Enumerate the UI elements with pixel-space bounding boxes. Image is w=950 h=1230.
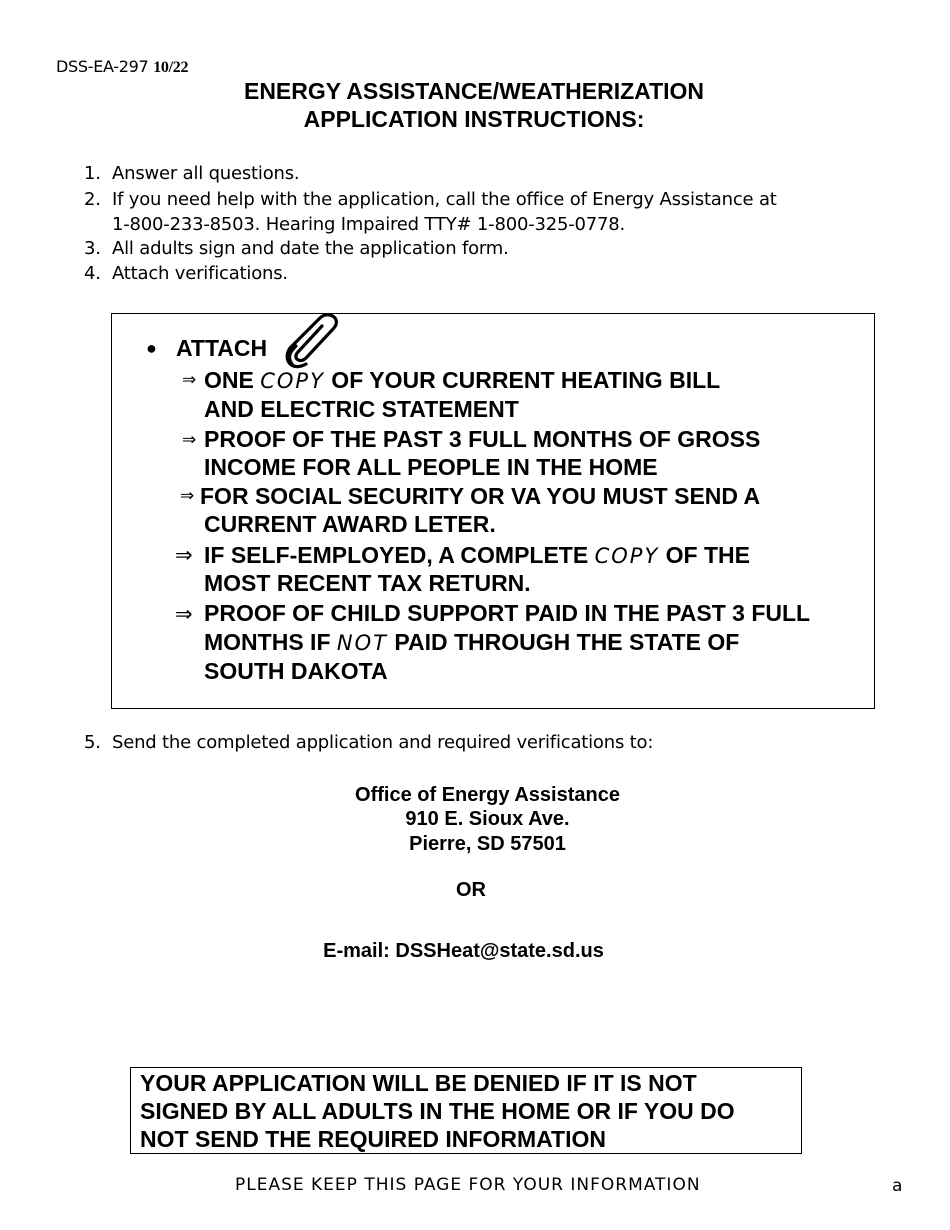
form-id	[56, 57, 188, 77]
attach-item-2-line2: INCOME FOR ALL PEOPLE IN THE HOME	[204, 454, 658, 480]
page-title-line2: APPLICATION INSTRUCTIONS:	[303, 106, 645, 132]
warning-line-2: SIGNED BY ALL ADULTS IN THE HOME OR IF YOU DO	[140, 1098, 735, 1124]
step-number: 2.	[84, 189, 101, 210]
step-text: All adults sign and date the application form.	[112, 238, 509, 259]
attach-item-1-line2: AND ELECTRIC STATEMENT	[204, 396, 519, 422]
denial-warning-box	[130, 1067, 802, 1154]
attach-item-4: IF SELF-EMPLOYED, A COMPLETE COPY OF THE	[204, 542, 751, 568]
warning-line-3: NOT SEND THE REQUIRED INFORMATION	[140, 1126, 606, 1152]
step-text: Attach verifications.	[112, 263, 288, 284]
contact-email: E-mail: DSSHeat@state.sd.us	[323, 940, 604, 962]
form-date: 10/22	[153, 59, 189, 76]
office-name: Office of Energy Assistance	[355, 784, 620, 806]
step-number: 4.	[84, 263, 101, 284]
page-letter: a	[892, 1176, 903, 1196]
arrow-icon: ⇒	[175, 602, 193, 626]
office-city: Pierre, SD 57501	[409, 833, 566, 855]
attach-item-5: PROOF OF CHILD SUPPORT PAID IN THE PAST 3 FULL	[204, 600, 811, 626]
step-number: 1.	[84, 163, 101, 184]
step-number: 3.	[84, 238, 101, 259]
arrow-icon: ⇒	[182, 430, 197, 450]
step-text: Answer all questions.	[112, 163, 300, 184]
step-number: 5.	[84, 732, 101, 753]
attach-item-2: PROOF OF THE PAST 3 FULL MONTHS OF GROSS	[204, 426, 761, 452]
office-street: 910 E. Sioux Ave.	[405, 808, 570, 830]
phone-numbers: 1-800-233-8503. Hearing Impaired TTY# 1-800-325-0778.	[112, 214, 626, 235]
form-number: DSS-EA-297	[56, 57, 149, 76]
attach-item-5-line2: MONTHS IF NOT PAID THROUGH THE STATE OF	[204, 629, 740, 655]
warning-line-1: YOUR APPLICATION WILL BE DENIED IF IT IS NOT	[140, 1070, 697, 1096]
page-title-line1: ENERGY ASSISTANCE/WEATHERIZATION	[243, 78, 705, 104]
attach-item-3-line2: CURRENT AWARD LETER.	[204, 511, 496, 537]
footer-note: PLEASE KEEP THIS PAGE FOR YOUR INFORMATION	[235, 1175, 701, 1195]
arrow-icon: ⇒	[182, 370, 197, 390]
arrow-icon: ⇒	[180, 486, 195, 506]
attach-label: ATTACH	[176, 335, 268, 361]
or-separator: OR	[456, 879, 486, 901]
bullet-icon: ●	[146, 338, 157, 358]
attach-item-5-line3: SOUTH DAKOTA	[204, 658, 388, 684]
attach-item-1: ONE COPY OF YOUR CURRENT HEATING BILL	[204, 367, 721, 393]
attach-item-3: FOR SOCIAL SECURITY OR VA YOU MUST SEND A	[200, 483, 761, 509]
step-text: If you need help with the application, call the office of Energy Assistance at	[112, 189, 777, 210]
step-text: Send the completed application and required verifications to:	[112, 732, 654, 753]
attach-item-4-line2: MOST RECENT TAX RETURN.	[204, 570, 531, 596]
arrow-icon: ⇒	[175, 543, 193, 567]
